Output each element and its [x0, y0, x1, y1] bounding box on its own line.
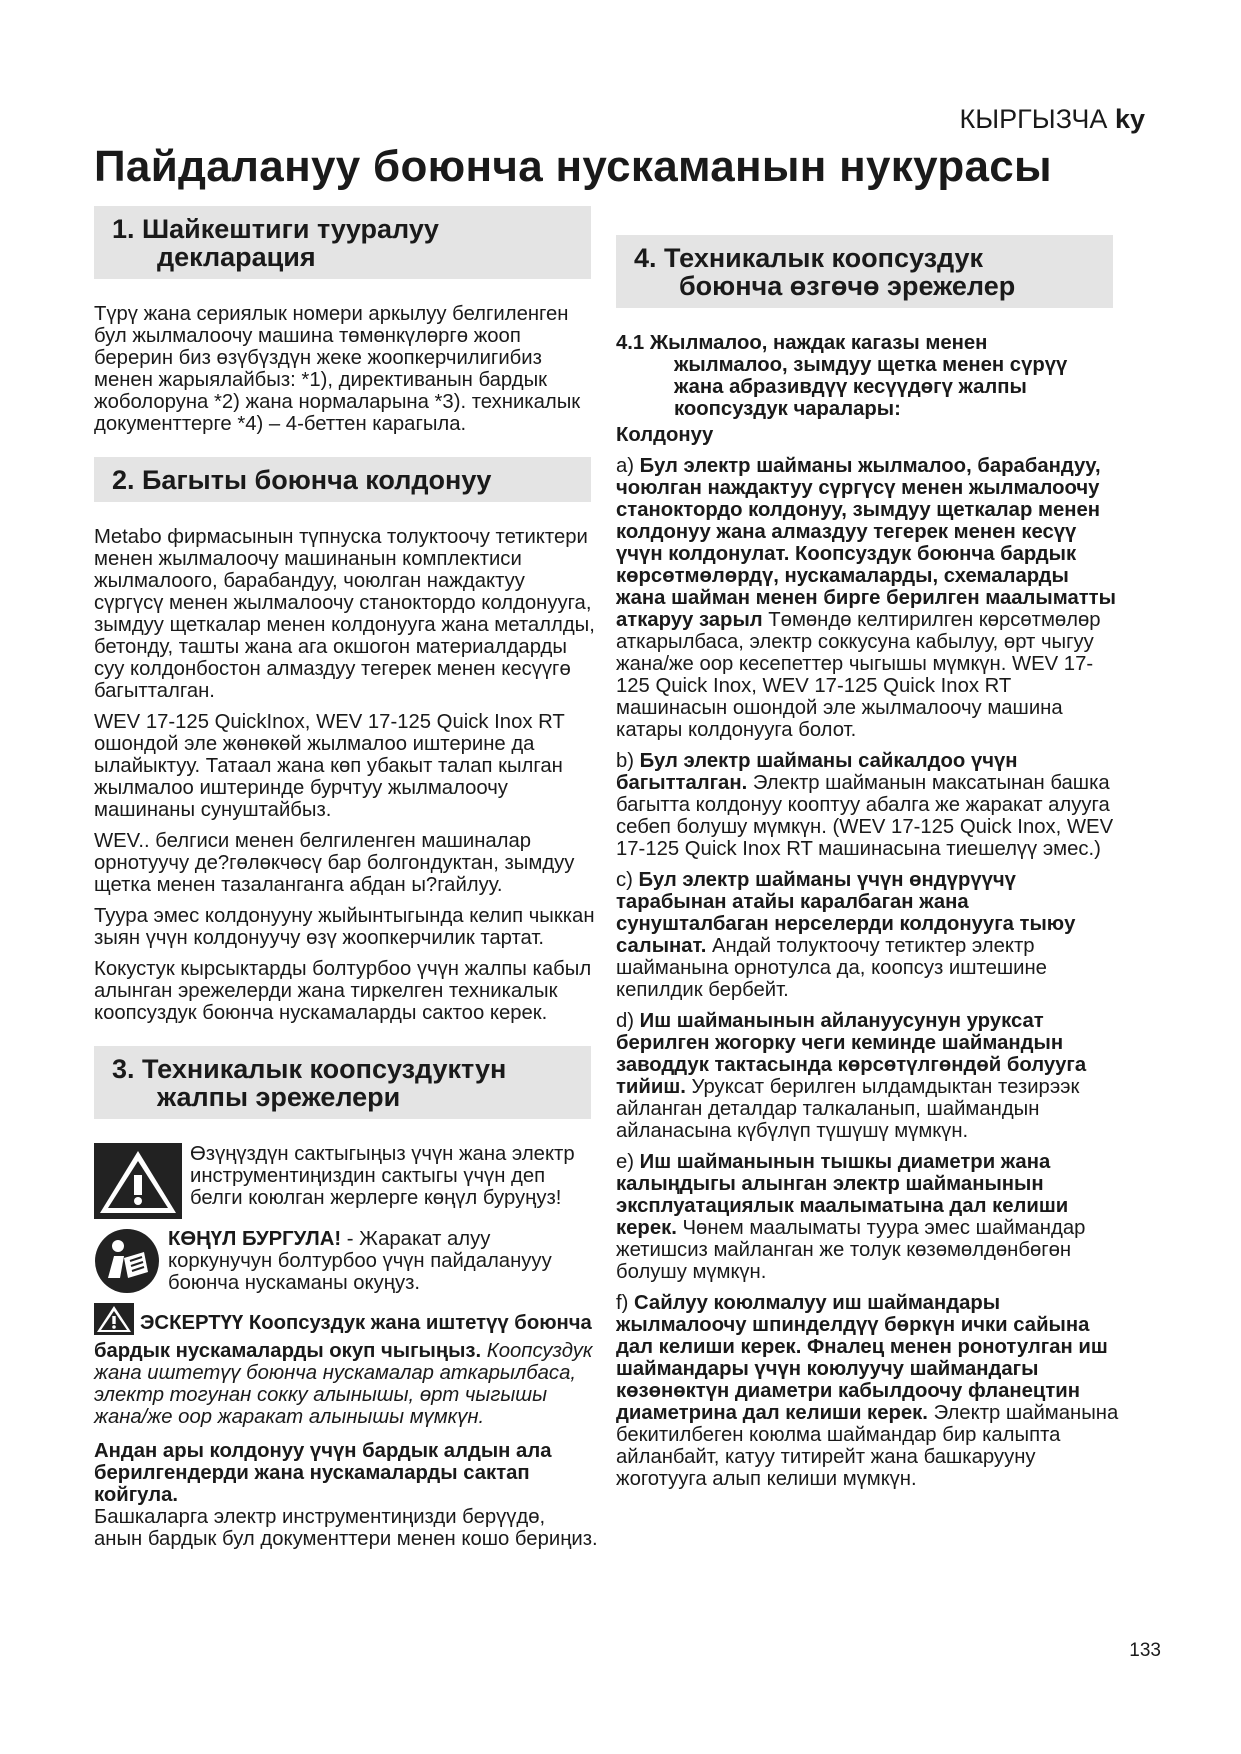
item-f: f) Сайлуу коюлмалуу иш шаймандары жылмалоочу шпинделдүү бөркүн ички сайына дал келиши керек. Фналец менен ронотулган иш шаймандары үчүн коюлуучу шаймандагы көзөнөктүн диаметри кабылдоочу фланецтин диаметрина дал келиши керек. Электр шайманына бекитилбеген коюлма шаймандар бир калыпта айланбайт, катуу титирейт жана башкарууну жоготууга алып келиши мүмкүн. [616, 1292, 1119, 1490]
section-1-text: Түрү жана сериялык номери аркылуу белгиленген бул жылмалоочу машина төмөнкүлөргө жооп берерин биз өзүбүздүн жеке жоопкерчилигибиз менен жарыялайбыз: *1), директиванын бардык жоболоруна *2) жана нормаларына *3). техникалык документтерге *4) – 4-беттен карагыла. [94, 303, 581, 435]
subsection-4-1-heading: 4.1 Жылмалоо, наждак кагазы менен жылмалоо, зымдуу щетка менен сүрүү жана абразивдүү кесүүдөгү жалпы коопсуздук чаралары: [616, 332, 1068, 420]
section-2-heading: 2. Багыты боюнча колдонуу [94, 457, 591, 502]
usage-label: Колдонуу [616, 424, 714, 446]
left-column [94, 206, 599, 1559]
right-column [616, 182, 1121, 1499]
warning-symbol-row [94, 1143, 599, 1224]
section-2-para-4: Туура эмес колдонууну жыйынтыгында келип чыккан зыян үчүн колдонуучу өзү жоопкерчилик тартат. [94, 905, 595, 949]
section-2-para-5: Кокустук кырсыктарды болтурбоо үчүн жалпы кабыл алынган эрежелерди жана тиркелген техникалык коопсуздук боюнча нускамаларды сактоо керек. [94, 958, 592, 1024]
section-1-heading: 1. Шайкештиги тууралуу декларация [94, 206, 591, 279]
language-label: КЫРГЫЗЧА ky [959, 104, 1145, 134]
continuation-spacer [616, 182, 1121, 235]
section-4-heading: 4. Техникалык коопсуздук боюнча өзгөчө эрежелер [616, 235, 1113, 308]
page-title: Пайдалануу боюнча нускаманын нукурасы [94, 142, 1052, 191]
read-manual-icon [94, 1228, 160, 1299]
item-b: b) Бул электр шайманы сайкалдоо үчүн багытталган. Электр шайманын максатынан башка багытта колдонуу кооптуу абалга же жаракат алууга себеп болушу мүмкүн. (WEV 17-125 Quick Inox, WEV 17-125 Quick Inox RT машинасына тиешелүү эмес.) [616, 750, 1114, 860]
section-3-heading: 3. Техникалык коопсуздуктун жалпы эрежелери [94, 1046, 591, 1119]
item-e: e) Иш шайманынын тышкы диаметри жана калыңдыгы алынган электр шайманынын эксплуатациялык маалыматына дал келиши керек. Чөнем маалыматы туура эмес шаймандар жетишсиз майланган же толук көзөмөлдөнбөгөн болушу мүмкүн. [616, 1151, 1086, 1283]
warning-symbol-text: Өзүңүздүн сактыгыңыз үчүн жана электр инструментиңиздин сактыгы үчүн деп белги коюлган жерлерге көңүл буруңуз! [190, 1143, 575, 1209]
note-paragraph: ЭСКЕРТҮҮ Коопсуздук жана иштетүү боюнча бардык нускамаларды окуп чыгыңыз. Коопсуздук жана иштетүү боюнча нускамалар аткарылбаса, электр тогунан сокку алынышы, өрт чыгышы жана/же оор жаракат алынышы мүмкүн. [94, 1303, 599, 1428]
section-2-para-2: WEV 17-125 QuickInox, WEV 17-125 Quick Inox RT ошондой эле жөнөкөй жылмалоо иштерине да ылайыктуу. Татаал жана көп убакыт талап кылган жылмалоо иштеринде бурчтуу жылмалоочу машинаны сунуштайбыз. [94, 711, 565, 821]
read-manual-row [94, 1228, 599, 1299]
section-2-para-3: WEV.. белгиси менен белгиленген машиналар орнотуучу де?гөлөкчөсү бар болгондуктан, зымдуу щетка менен тазаланганга абдан ы?гайлуу. [94, 830, 575, 896]
item-a: a) Бул электр шайманы жылмалоо, барабандуу, чоюлган наждактуу сүргүсү менен жылмалоочу станоктордо колдонуу, зымдуу щеткалар менен колдонуу жана алмаздуу тегерек менен кесүү үчүн колдонулат. Коопсуздук боюнча бардык көрсөтмөлөрдү, нускамаларды, схемаларды жана шайман менен бирге берилген маалыматты аткаруу зарыл Төмөндө келтирилген көрсөтмөлөр аткарылбаса, электр соккусуна кабылуу, өрт чыгуу жана/же оор кесепеттер чыгышы мүмкүн. WEV 17-125 Quick Inox, WEV 17-125 Quick Inox RT машинасын ошондой эле жылмалоочу машина катары колдонууга болот. [616, 455, 1116, 741]
keep-instructions-bold: Андан ары колдонуу үчүн бардык алдын ала берилгендерди жана нускамаларды сактап койгула. [94, 1440, 552, 1506]
warning-triangle-icon [94, 1143, 182, 1224]
read-manual-text: КӨҢҮЛ БУРГУЛА! - Жаракат алуу коркунучун болтурбоо үчүн пайдаланууу боюнча нускаманы окуңуз. [168, 1228, 552, 1294]
item-c: c) Бул электр шайманы үчүн өндүрүүчү тарабынан атайы каралбаган жана сунушталбаган нерселерди колдонууга тыюу салынат. Андай толуктоочу тетиктер электр шайманына орнотулса да, коопсуз иштешине кепилдик бербейт. [616, 869, 1076, 1001]
section-2-para-1: Metabo фирмасынын түпнуска толуктоочу тетиктери менен жылмалоочу машинанын комплектиси жылмалоого, барабандуу, чоюлган наждактуу сүргүсү менен жылмалоочу станоктордо колдонууга, зымдуу щеткалар менен колдонууга жана металлды, бетонду, ташты жана ага окшогон материалдарды суу колдонбостон алмаздуу тегерек менен кесүүгө багытталган. [94, 526, 595, 702]
keep-instructions-text: Башкаларга электр инструментиңизди берүүдө, анын бардык бул документтери менен кошо бериңиз. [94, 1506, 598, 1550]
item-d: d) Иш шайманынын айлануусунун уруксат берилген жогорку чеги кеминде шаймандын заводдук тактасында көрсөтүлгөндөй болууга тийиш. Уруксат берилген ылдамдыктан тезирээк айланган деталдар талкаланып, шаймандын айланасына күбүлүп түшүшү мүмкүн. [616, 1010, 1087, 1142]
small-warning-icon [94, 1303, 134, 1340]
page-number: 133 [1129, 1640, 1161, 1661]
